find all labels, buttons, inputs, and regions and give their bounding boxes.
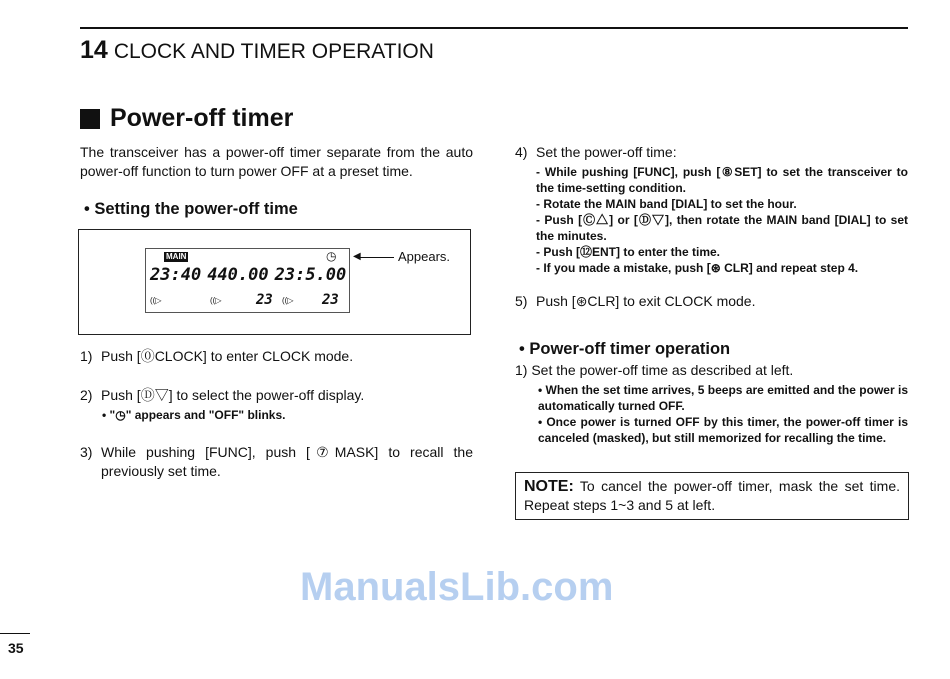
- section-title-text: Power-off timer: [110, 104, 294, 132]
- square-bullet-icon: [80, 109, 100, 129]
- step-3: 3) While pushing [FUNC], push [⑦MASK] to recall the previously set time.: [80, 444, 473, 479]
- operation-step-1: 1) Set the power-off time as described at left.: [515, 362, 794, 378]
- intro-text: The transceiver has a power-off timer separate from the auto power-off function to turn power OFF at a preset time.: [80, 144, 473, 179]
- lcd-bottom-1: 23: [256, 292, 273, 308]
- operation-heading: • Power-off timer operation: [519, 340, 731, 358]
- setting-heading: • Setting the power-off time: [84, 200, 298, 218]
- chapter-number: 14: [80, 36, 108, 64]
- step-2-note: • "◷" appears and "OFF" blinks.: [102, 408, 286, 422]
- right-column: [515, 143, 908, 520]
- step-5: 5) Push [⊛CLR] to exit CLOCK mode.: [515, 293, 756, 309]
- substep: - Rotate the MAIN band [DIAL] to set the hour.: [536, 197, 797, 211]
- page-number: 35: [8, 640, 24, 656]
- signal-icon: ((▷: [282, 296, 294, 305]
- page-number-rule: [0, 633, 30, 634]
- chapter-title: CLOCK AND TIMER OPERATION: [113, 40, 434, 63]
- section-title: [80, 104, 293, 133]
- signal-icon: ((▷: [150, 296, 162, 305]
- substep: - While pushing [FUNC], push [⑧SET] to set the transceiver to the time-setting condition.: [536, 165, 908, 195]
- substep: - Push [⑫ENT] to enter the time.: [536, 245, 721, 259]
- lcd-frequency: 440.00: [207, 265, 269, 285]
- lcd-display: [145, 248, 350, 313]
- substep: - If you made a mistake, push [⊛ CLR] and repeat step 4.: [536, 261, 859, 275]
- substep: - Push [Ⓒ△] or [Ⓓ▽], then rotate the MAIN band [DIAL] to set the minutes.: [536, 213, 908, 243]
- lcd-time: 23:40: [150, 265, 202, 285]
- bullet-item: • Once power is turned OFF by this timer, the power-off timer is canceled (masked), but still memorized for recalling the time.: [538, 415, 908, 445]
- arrow-line: [358, 257, 394, 258]
- main-badge: MAIN: [166, 252, 187, 261]
- header-rule: [80, 27, 908, 29]
- lcd-timer: 23:5.00: [274, 265, 347, 285]
- watermark: ManualsLib.com: [300, 565, 614, 609]
- note-text: To cancel the power-off timer, mask the set time. Repeat steps 1~3 and 5 at left.: [524, 478, 900, 513]
- signal-icon: ((▷: [210, 296, 222, 305]
- display-illustration: [78, 229, 471, 335]
- step-2: 2) Push [Ⓓ▽] to select the power-off display.: [80, 387, 365, 403]
- arrow-left-icon: ◀: [353, 251, 361, 262]
- bullet-item: • When the set time arrives, 5 beeps are emitted and the power is automatically turned OFF.: [538, 383, 908, 413]
- chapter-header: [80, 36, 434, 65]
- note-label: NOTE:: [524, 478, 574, 495]
- lcd-bottom-2: 23: [322, 292, 339, 308]
- operation-bullets: [538, 382, 908, 446]
- step-1: 1) Push [⓪CLOCK] to enter CLOCK mode.: [80, 348, 354, 364]
- lcd-main-row: [150, 265, 346, 285]
- timer-icon: ◷: [326, 249, 337, 263]
- step-4-substeps: [536, 164, 908, 276]
- note-box: [515, 472, 909, 520]
- step-4: 4) Set the power-off time:: [515, 144, 677, 160]
- left-column: [80, 143, 473, 481]
- appears-label: Appears.: [398, 249, 451, 264]
